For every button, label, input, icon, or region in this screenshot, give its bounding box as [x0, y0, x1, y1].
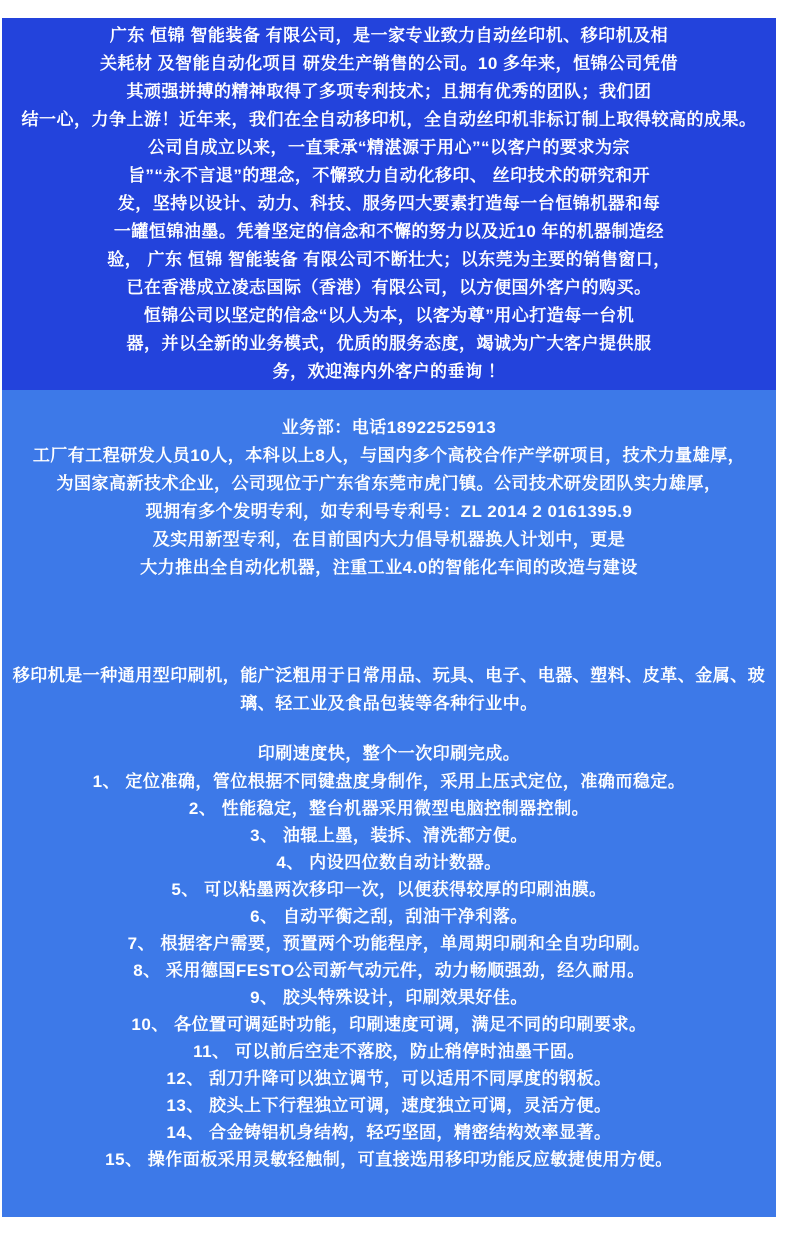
feature-item: 14、 合金铸铝机身结构，轻巧坚固，精密结构效率显著。	[166, 1123, 612, 1142]
intro-line: 发，坚持以设计、动力、科技、服务四大要素打造每一台恒锦机器和每	[117, 194, 661, 213]
feature-item: 12、 刮刀升降可以独立调节，可以适用不同厚度的钢板。	[166, 1069, 612, 1088]
company-intro-section	[2, 18, 776, 390]
feature-list	[2, 768, 776, 1173]
feature-item: 7、 根据客户需要，预置两个功能程序，单周期印刷和全自功印刷。	[127, 934, 651, 953]
intro-line: 验， 广东 恒锦 智能装备 有限公司不断壮大；以东莞为主要的销售窗口，	[107, 250, 671, 269]
feature-item: 5、 可以粘墨两次移印一次，以便获得较厚的印刷油膜。	[171, 880, 607, 899]
business-product-section	[2, 390, 776, 1217]
feature-item: 1、 定位准确，管位根据不同键盘度身制作，采用上压式定位，准确而稳定。	[92, 772, 686, 791]
intro-line: 务，欢迎海内外客户的垂询 ！	[272, 362, 506, 381]
feature-item: 3、 油辊上墨，装拆、清洗都方便。	[250, 826, 528, 845]
intro-line: 广东 恒锦 智能装备 有限公司，是一家专业致力自动丝印机、移印机及相	[109, 26, 669, 45]
business-phone-line: 业务部：电话18922525913	[281, 418, 497, 437]
feature-item: 2、 性能稳定，整台机器采用微型电脑控制器控制。	[188, 799, 590, 818]
business-line: 及实用新型专利，在目前国内大力倡导机器换人计划中，更是	[152, 530, 626, 549]
feature-item: 11、 可以前后空走不落胶，防止稍停时油墨干固。	[193, 1042, 585, 1061]
print-speed-line: 印刷速度快，整个一次印刷完成。	[257, 744, 521, 763]
intro-line: 旨”“永不言退”的理念，不懈致力自动化移印、 丝印技术的研究和开	[127, 166, 651, 185]
business-patent-line: 现拥有多个发明专利，如专利号专利号：ZL 2014 2 0161395.9	[145, 502, 633, 521]
intro-line: 器，并以全新的业务模式，优质的服务态度，竭诚为广大客户提供服	[126, 334, 652, 353]
business-line: 大力推出全自动化机器，注重工业4.0的智能化车间的改造与建设	[140, 558, 638, 577]
feature-item: 10、 各位置可调延时功能，印刷速度可调，满足不同的印刷要求。	[131, 1015, 647, 1034]
product-intro-line: 璃、轻工业及食品包装等各种行业中。	[240, 694, 538, 713]
intro-line: 其顽强拼搏的精神取得了多项专利技术；且拥有优秀的团队；我们团	[126, 82, 652, 101]
intro-line: 一罐恒锦油墨。凭着坚定的信念和不懈的努力以及近10 年的机器制造经	[113, 222, 665, 241]
intro-line: 已在香港成立凌志国际（香港）有限公司，以方便国外客户的购买。	[126, 278, 652, 297]
intro-line: 恒锦公司以坚定的信念“以人为本，以客为尊”用心打造每一台机	[143, 306, 635, 325]
feature-item: 9、 胶头特殊设计，印刷效果好佳。	[250, 988, 528, 1007]
feature-item: 15、 操作面板采用灵敏轻触制，可直接选用移印功能反应敏捷使用方便。	[105, 1150, 673, 1169]
intro-line: 结一心，力争上游！近年来，我们在全自动移印机，全自动丝印机非标订制上取得较高的成果。	[21, 110, 757, 129]
feature-item: 4、 内设四位数自动计数器。	[276, 853, 502, 872]
business-info	[2, 414, 776, 582]
intro-line: 关耗材 及智能自动化项目 研发生产销售的公司。10 多年来，恒锦公司凭借	[99, 54, 679, 73]
feature-item: 8、 采用德国FESTO公司新气动元件，动力畅顺强劲，经久耐用。	[133, 961, 645, 980]
product-intro	[2, 662, 776, 718]
business-line: 工厂有工程研发人员10人，本科以上8人，与国内多个高校合作产学研项目，技术力量雄厚，	[32, 446, 746, 465]
product-intro-line: 移印机是一种通用型印刷机，能广泛粗用于日常用品、玩具、电子、电器、塑料、皮革、金属、玻	[12, 666, 766, 685]
intro-line: 公司自成立以来，一直秉承“精湛源于用心”“以客户的要求为宗	[148, 138, 630, 157]
feature-item: 13、 胶头上下行程独立可调，速度独立可调，灵活方便。	[166, 1096, 612, 1115]
business-line: 为国家高新技术企业，公司现位于广东省东莞市虎门镇。公司技术研发团队实力雄厚，	[56, 474, 722, 493]
feature-item: 6、 自动平衡之刮，刮油干净利落。	[250, 907, 528, 926]
